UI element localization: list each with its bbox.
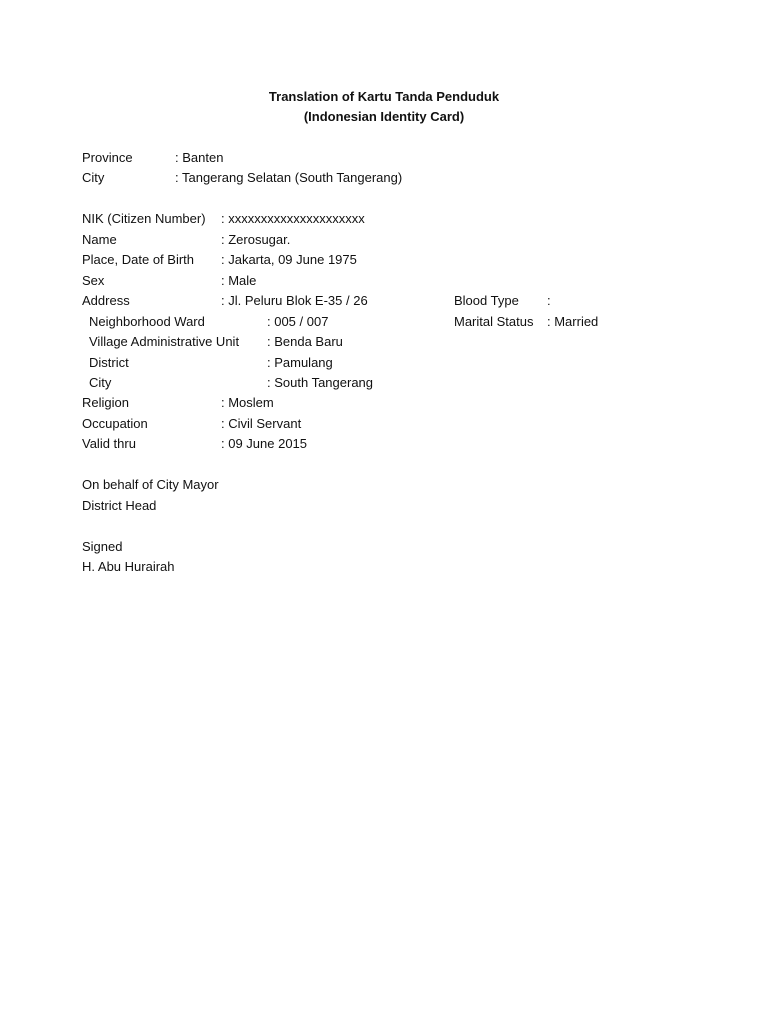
nik-label: NIK (Citizen Number) <box>82 211 206 226</box>
sex-label: Sex <box>82 273 105 288</box>
city-label: City <box>82 170 105 185</box>
religion-label: Religion <box>82 395 129 410</box>
blood-type-label: Blood Type <box>454 293 519 308</box>
religion-value: : Moslem <box>221 395 274 410</box>
valid-thru-value: : 09 June 2015 <box>221 436 308 451</box>
district-value: : Pamulang <box>267 355 333 370</box>
birth-value: : Jakarta, 09 June 1975 <box>221 252 357 267</box>
sex-value: : Male <box>221 273 257 288</box>
occupation-value: : Civil Servant <box>221 416 302 431</box>
address-label: Address <box>82 293 130 308</box>
district-label: District <box>89 355 129 370</box>
marital-status-label: Marital Status <box>454 314 534 329</box>
address-city-label: City <box>89 375 112 390</box>
signed-text: Signed <box>82 539 123 554</box>
document-title: Translation of Kartu Tanda Penduduk <box>268 89 500 104</box>
signer-name: H. Abu Hurairah <box>82 559 175 574</box>
village-label: Village Administrative Unit <box>89 334 240 349</box>
marital-status-value: : Married <box>547 314 599 329</box>
province-label: Province <box>82 150 133 165</box>
document-subtitle: (Indonesian Identity Card) <box>303 109 465 124</box>
name-value: : Zerosugar. <box>221 232 291 247</box>
position-text: District Head <box>82 498 157 513</box>
city-value: : Tangerang Selatan (South Tangerang) <box>175 170 403 185</box>
name-label: Name <box>82 232 117 247</box>
blood-type-value: : <box>547 293 551 308</box>
village-value: : Benda Baru <box>267 334 343 349</box>
birth-label: Place, Date of Birth <box>82 252 194 267</box>
behalf-text: On behalf of City Mayor <box>82 477 219 492</box>
occupation-label: Occupation <box>82 416 148 431</box>
province-value: : Banten <box>175 150 224 165</box>
address-value: : Jl. Peluru Blok E-35 / 26 <box>221 293 368 308</box>
ward-label: Neighborhood Ward <box>89 314 205 329</box>
ward-value: : 005 / 007 <box>267 314 329 329</box>
valid-thru-label: Valid thru <box>82 436 136 451</box>
address-city-value: : South Tangerang <box>267 375 374 390</box>
nik-value: : xxxxxxxxxxxxxxxxxxxxx <box>221 211 365 226</box>
